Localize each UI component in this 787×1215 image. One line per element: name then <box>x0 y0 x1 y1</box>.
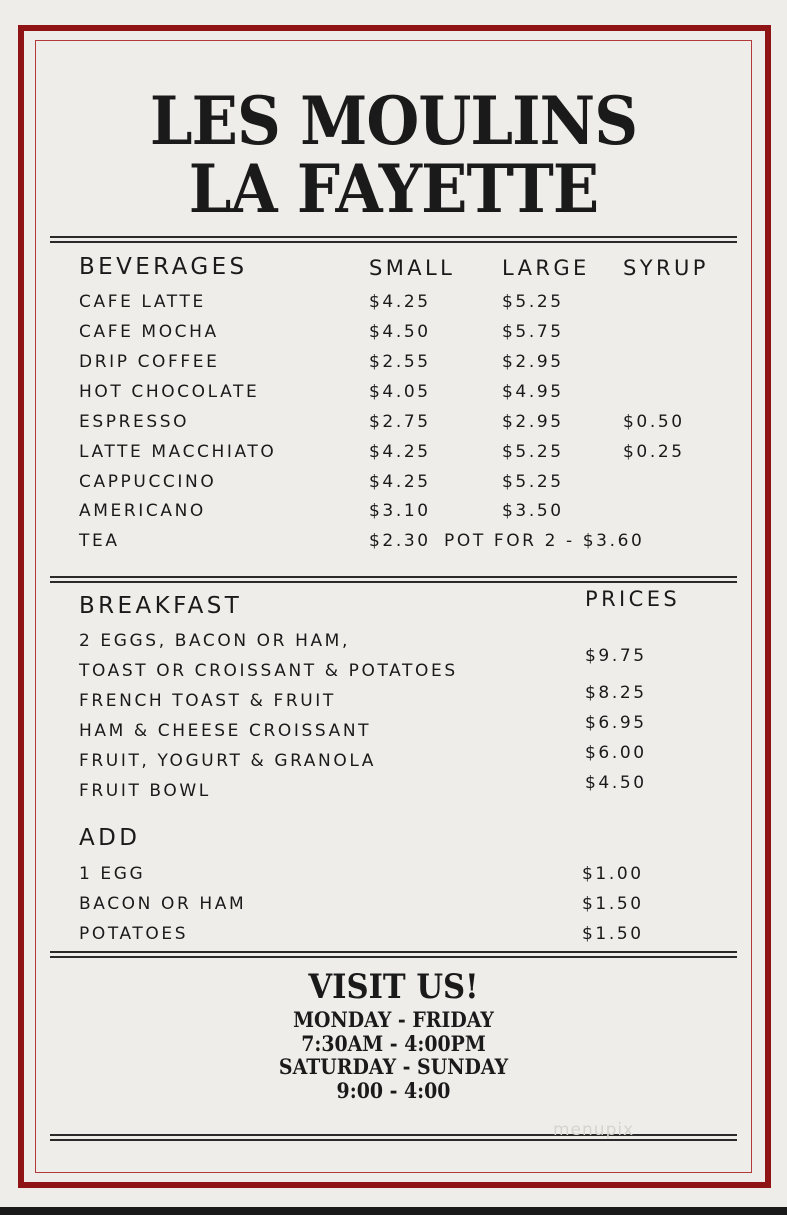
beverage-large-price: $2.95 <box>502 412 564 432</box>
beverage-large-price: $2.95 <box>502 352 564 372</box>
beverage-name: CAFE MOCHA <box>79 322 219 342</box>
breakfast-item: HAM & CHEESE CROISSANT <box>79 721 372 741</box>
breakfast-price: $8.25 <box>585 683 647 703</box>
add-price: $1.00 <box>582 864 644 884</box>
beverage-large-price: $5.75 <box>502 322 564 342</box>
weekday-label: MONDAY - FRIDAY <box>293 1007 494 1032</box>
beverage-small-price: $4.25 <box>369 442 431 462</box>
beverages-heading: BEVERAGES <box>79 254 248 280</box>
beverage-syrup-price: $0.25 <box>623 442 685 462</box>
breakfast-item: FRENCH TOAST & FRUIT <box>79 691 336 711</box>
restaurant-name-line2: LA FAYETTE <box>188 150 599 228</box>
add-heading: ADD <box>79 825 141 851</box>
beverage-small-price: $4.50 <box>369 322 431 342</box>
menupix-watermark: menupix <box>553 1120 635 1140</box>
beverage-large-price: $3.50 <box>502 501 564 521</box>
breakfast-item-line1: 2 EGGS, BACON OR HAM, <box>79 631 350 651</box>
add-item: 1 EGG <box>79 864 146 884</box>
col-syrup-header: SYRUP <box>623 256 709 280</box>
add-price: $1.50 <box>582 924 644 944</box>
tea-small-price: $2.30 <box>369 531 431 551</box>
breakfast-heading: BREAKFAST <box>79 593 243 619</box>
bottom-edge-bar <box>0 1207 787 1215</box>
beverage-name: HOT CHOCOLATE <box>79 382 260 402</box>
tea-name: TEA <box>79 531 120 551</box>
weekday-hours: 7:30AM - 4:00PM <box>301 1031 486 1056</box>
beverage-small-price: $2.55 <box>369 352 431 372</box>
divider-lower <box>50 951 737 958</box>
beverage-large-price: $5.25 <box>502 472 564 492</box>
beverage-small-price: $4.25 <box>369 292 431 312</box>
breakfast-price: $6.95 <box>585 713 647 733</box>
tea-pot-note: POT FOR 2 - $3.60 <box>444 531 645 551</box>
beverage-syrup-price: $0.50 <box>623 412 685 432</box>
col-small-header: SMALL <box>369 256 456 280</box>
beverage-name: AMERICANO <box>79 501 206 521</box>
weekend-hours: 9:00 - 4:00 <box>336 1078 451 1103</box>
add-item: BACON OR HAM <box>79 894 247 914</box>
add-price: $1.50 <box>582 894 644 914</box>
beverage-name: CAPPUCCINO <box>79 472 217 492</box>
beverage-name: CAFE LATTE <box>79 292 206 312</box>
col-large-header: LARGE <box>502 256 590 280</box>
breakfast-item: FRUIT, YOGURT & GRANOLA <box>79 751 377 771</box>
beverage-small-price: $2.75 <box>369 412 431 432</box>
beverage-large-price: $5.25 <box>502 292 564 312</box>
add-item: POTATOES <box>79 924 189 944</box>
beverage-name: ESPRESSO <box>79 412 190 432</box>
divider-middle <box>50 576 737 583</box>
weekend-label: SATURDAY - SUNDAY <box>278 1054 509 1079</box>
prices-header: PRICES <box>585 587 681 611</box>
beverage-small-price: $4.05 <box>369 382 431 402</box>
breakfast-item: FRUIT BOWL <box>79 781 211 801</box>
breakfast-price: $9.75 <box>585 646 647 666</box>
breakfast-price: $4.50 <box>585 773 647 793</box>
breakfast-price: $6.00 <box>585 743 647 763</box>
beverage-large-price: $4.95 <box>502 382 564 402</box>
restaurant-name-line1: LES MOULINS <box>149 82 638 160</box>
beverage-name: DRIP COFFEE <box>79 352 220 372</box>
beverage-small-price: $3.10 <box>369 501 431 521</box>
visit-heading: VISIT US! <box>308 967 479 1007</box>
beverage-large-price: $5.25 <box>502 442 564 462</box>
beverage-small-price: $4.25 <box>369 472 431 492</box>
beverage-name: LATTE MACCHIATO <box>79 442 277 462</box>
divider-top <box>50 236 737 243</box>
breakfast-item-line2: TOAST OR CROISSANT & POTATOES <box>79 661 458 681</box>
